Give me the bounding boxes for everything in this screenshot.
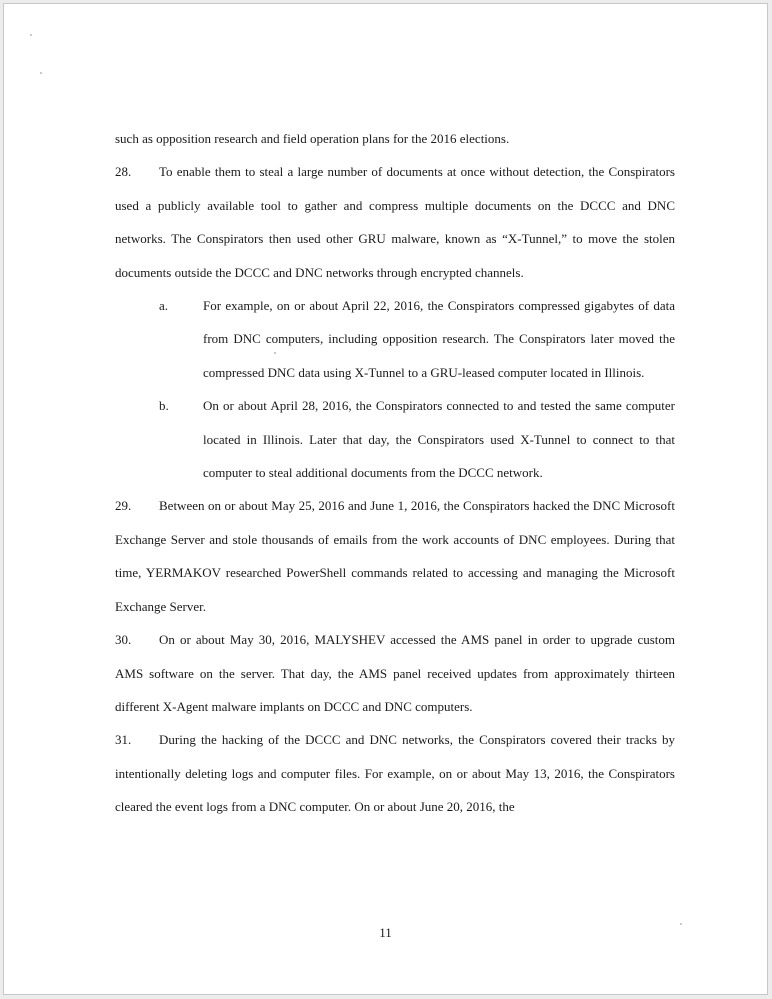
paragraph-28 (115, 155, 675, 289)
paragraph-text: To enable them to steal a large number of documents at once without detection, the Conspirators used a publicly available tool to gather and compress multiple documents on the DCCC and DNC networks. The Conspirators then used other GRU malware, known as “X-Tunnel,” to move the stolen documents outside the DCCC and DNC networks through encrypted channels. (115, 164, 675, 280)
scan-speck (274, 352, 276, 354)
paragraph-number: 29. (115, 498, 132, 514)
scan-speck (680, 923, 682, 925)
paragraph-29 (115, 489, 675, 623)
paragraph-text: Between on or about May 25, 2016 and June 1, 2016, the Conspirators hacked the DNC Microsoft Exchange Server and stole thousands of emails from the work accounts of DNC employees. During that time, YERMAKOV researched PowerShell commands related to accessing and managing the Microsoft Exchange Server. (115, 498, 675, 614)
paragraph-text: During the hacking of the DCCC and DNC networks, the Conspirators covered their tracks by intentionally deleting logs and computer files. For example, on or about May 13, 2016, the Conspirators cleared the event logs from a DNC computer. On or about June 20, 2016, the (115, 732, 675, 815)
subparagraph-text: For example, on or about April 22, 2016, the Conspirators compressed gigabytes of data from DNC computers, including opposition research. The Conspirators later moved the compressed DNC data using X-Tunnel to a GRU-leased computer located in Illinois. (203, 298, 675, 380)
paragraph-31 (115, 723, 675, 823)
scan-speck (40, 72, 42, 74)
subparagraph-letter: a. (159, 298, 169, 314)
paragraph-text: On or about May 30, 2016, MALYSHEV accessed the AMS panel in order to upgrade custom AMS software on the server. That day, the AMS panel received updates from approximately thirteen different X-Agent malware implants on DCCC and DNC computers. (115, 632, 675, 714)
paragraph-30 (115, 623, 675, 723)
subparagraph-letter: b. (159, 398, 169, 414)
document-page (3, 3, 768, 995)
paragraph-number: 30. (115, 632, 132, 648)
paragraph-number: 31. (115, 732, 132, 748)
subparagraph-text: On or about April 28, 2016, the Conspirators connected to and tested the same computer located in Illinois. Later that day, the Conspirators used X-Tunnel to connect to that computer to steal additional documents from the DCCC network. (203, 398, 675, 481)
page-number: 11 (379, 925, 392, 940)
scan-speck (30, 34, 32, 36)
subparagraph-b (115, 389, 675, 489)
document-body (115, 122, 675, 824)
paragraph-number: 28. (115, 164, 132, 180)
paragraph-text: such as opposition research and field operation plans for the 2016 elections. (115, 131, 510, 146)
paragraph-continuation (115, 122, 675, 155)
subparagraph-a (115, 289, 675, 389)
